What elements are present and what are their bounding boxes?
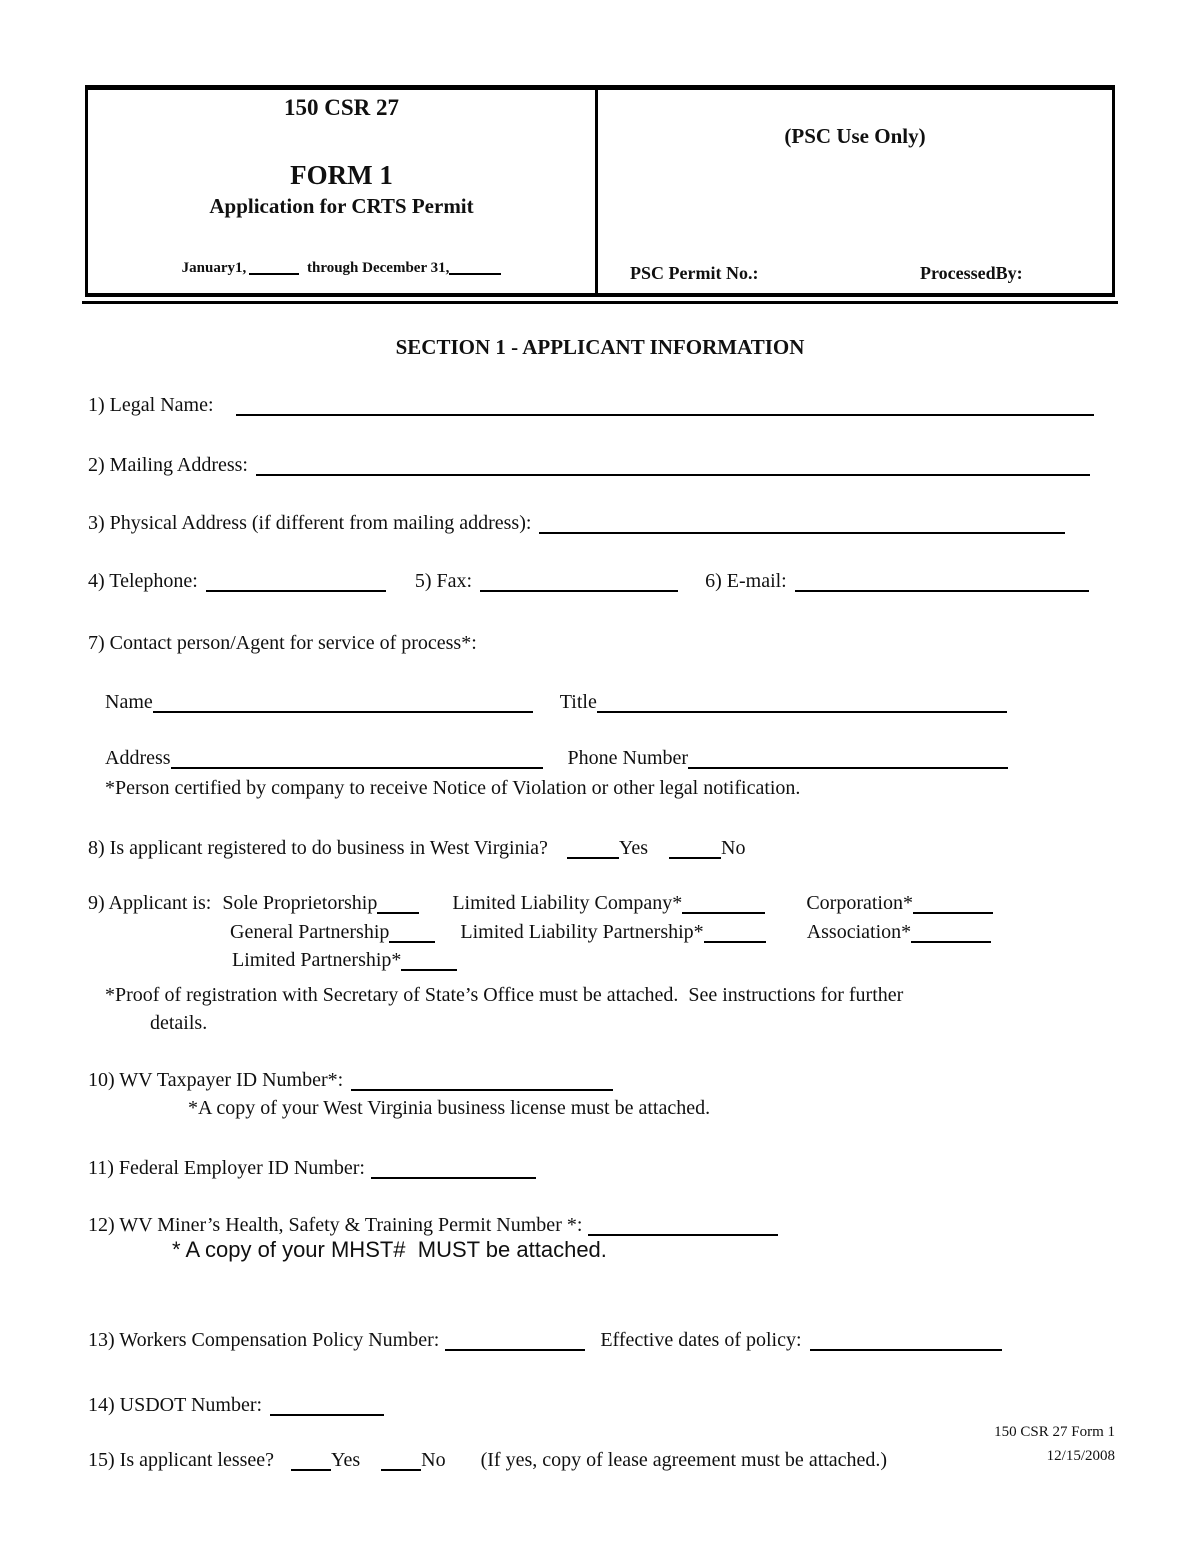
q1-row [88, 392, 1094, 418]
q9-note2: details. [150, 1012, 208, 1034]
q13-label: 13) Workers Compensation Policy Number: [88, 1329, 440, 1351]
header-box [85, 85, 1115, 297]
telephone-blank[interactable] [206, 574, 386, 592]
q8-yes-blank[interactable] [567, 841, 619, 859]
q8-no-blank[interactable] [669, 841, 721, 859]
email-blank[interactable] [795, 574, 1089, 592]
q14-label: 14) USDOT Number: [88, 1394, 263, 1416]
footer-revision-date: 12/15/2008 [1046, 1448, 1115, 1464]
association-blank[interactable] [911, 925, 991, 943]
period-middle: through December 31, [306, 260, 450, 276]
csr-number: 150 CSR 27 [283, 95, 399, 120]
q15-no-blank[interactable] [381, 1453, 421, 1471]
q12-note: * A copy of your MHST# MUST be attached. [172, 1237, 607, 1262]
q3-label: 3) Physical Address (if different from mailing address): [88, 512, 532, 534]
q7-note: *Person certified by company to receive Notice of Violation or other legal notification. [105, 777, 801, 799]
processed-by-label: ProcessedBy: [920, 263, 1023, 283]
psc-permit-no-label: PSC Permit No.: [630, 263, 759, 283]
q15-note: (If yes, copy of lease agreement must be attached.) [480, 1449, 888, 1471]
q9-limited-partnership-label: Limited Partnership* [232, 949, 402, 971]
policy-effective-dates-blank[interactable] [810, 1333, 1002, 1351]
q8-no-label: No [721, 837, 746, 859]
q14-row [88, 1392, 384, 1418]
footer-form-ref: 150 CSR 27 Form 1 [994, 1424, 1115, 1440]
mhst-permit-number-blank[interactable] [588, 1218, 778, 1236]
sole-proprietorship-blank[interactable] [377, 896, 419, 914]
q7-phone-label: Phone Number [567, 747, 689, 769]
q8-row [88, 835, 745, 861]
limited-partnership-blank[interactable] [401, 953, 457, 971]
period-prefix: January1, [181, 260, 247, 276]
workers-comp-policy-blank[interactable] [445, 1333, 585, 1351]
general-partnership-blank[interactable] [389, 925, 435, 943]
q7-row [88, 630, 477, 656]
form-number: FORM 1 [290, 160, 393, 190]
header-right-cell [598, 90, 1112, 293]
q7-name-row [105, 689, 1007, 715]
q9-association-label: Association* [806, 921, 912, 943]
q9-note1-row [105, 982, 903, 1008]
q2-row [88, 452, 1090, 478]
header-left-cell [88, 90, 598, 293]
q9-note2-row [150, 1010, 207, 1036]
q4-label: 4) Telephone: [88, 570, 198, 592]
q15-no-label: No [421, 1449, 446, 1471]
contact-phone-blank[interactable] [688, 751, 1008, 769]
q7-note-row [105, 775, 800, 801]
q10-row [88, 1067, 613, 1093]
physical-address-blank[interactable] [539, 516, 1065, 534]
q12-note-row [172, 1237, 607, 1263]
q15-yes-blank[interactable] [291, 1453, 331, 1471]
form-title: Application for CRTS Permit [209, 194, 474, 218]
q7-address-label: Address [105, 747, 171, 769]
q5-label: 5) Fax: [414, 570, 473, 592]
q11-label: 11) Federal Employer ID Number: [88, 1157, 365, 1179]
q8-label: 8) Is applicant registered to do business in West Virginia? [88, 837, 548, 859]
contact-name-blank[interactable] [153, 695, 533, 713]
q12-label: 12) WV Miner’s Health, Safety & Training Permit Number *: [88, 1214, 583, 1236]
q8-yes-label: Yes [618, 837, 648, 859]
psc-use-only: (PSC Use Only) [784, 124, 926, 148]
q9-row1 [88, 890, 993, 916]
usdot-number-blank[interactable] [270, 1398, 384, 1416]
q12-row [88, 1212, 778, 1238]
q9-llc-label: Limited Liability Company* [452, 892, 683, 914]
q6-label: 6) E-mail: [705, 570, 787, 592]
federal-employer-id-blank[interactable] [371, 1161, 536, 1179]
q456-row [88, 568, 1089, 594]
q7-label: 7) Contact person/Agent for service of process*: [88, 632, 477, 654]
q10-note-row [188, 1095, 710, 1121]
header-box-underline [82, 301, 1118, 304]
q15-yes-label: Yes [331, 1449, 361, 1471]
q9-corporation-label: Corporation* [806, 892, 913, 914]
q7-title-label: Title [559, 691, 597, 713]
llp-blank[interactable] [704, 925, 766, 943]
q15-label: 15) Is applicant lessee? [88, 1449, 275, 1471]
q7-address-row [105, 745, 1008, 771]
q9-general-partnership-label: General Partnership [230, 921, 390, 943]
q13b-label: Effective dates of policy: [600, 1329, 802, 1351]
q1-label: 1) Legal Name: [88, 394, 214, 416]
contact-address-blank[interactable] [171, 751, 543, 769]
q9-label: 9) Applicant is: [88, 892, 212, 914]
page-footer [994, 1420, 1115, 1468]
q9-row3 [232, 947, 457, 973]
period-start-year-blank[interactable] [249, 262, 299, 275]
q9-llp-label: Limited Liability Partnership* [460, 921, 704, 943]
q7-name-label: Name [105, 691, 153, 713]
q11-row [88, 1155, 536, 1181]
contact-title-blank[interactable] [597, 695, 1007, 713]
mailing-address-blank[interactable] [256, 458, 1090, 476]
corporation-blank[interactable] [913, 896, 993, 914]
q13-row [88, 1327, 1002, 1353]
q2-label: 2) Mailing Address: [88, 454, 248, 476]
q9-note1: *Proof of registration with Secretary of State’s Office must be attached. See instructions for further [105, 984, 904, 1006]
section1-title: SECTION 1 - APPLICANT INFORMATION [395, 335, 805, 359]
q15-row [88, 1447, 887, 1473]
q9-sole-proprietorship-label: Sole Proprietorship [222, 892, 378, 914]
q10-note: *A copy of your West Virginia business license must be attached. [188, 1097, 711, 1119]
legal-name-blank[interactable] [236, 398, 1094, 416]
q3-row [88, 510, 1065, 536]
llc-blank[interactable] [682, 896, 765, 914]
period-line [88, 259, 595, 277]
period-end-year-blank[interactable] [449, 262, 501, 275]
fax-blank[interactable] [480, 574, 678, 592]
wv-taxpayer-id-blank[interactable] [351, 1073, 613, 1091]
q9-row2 [230, 919, 991, 945]
q10-label: 10) WV Taxpayer ID Number*: [88, 1069, 344, 1091]
